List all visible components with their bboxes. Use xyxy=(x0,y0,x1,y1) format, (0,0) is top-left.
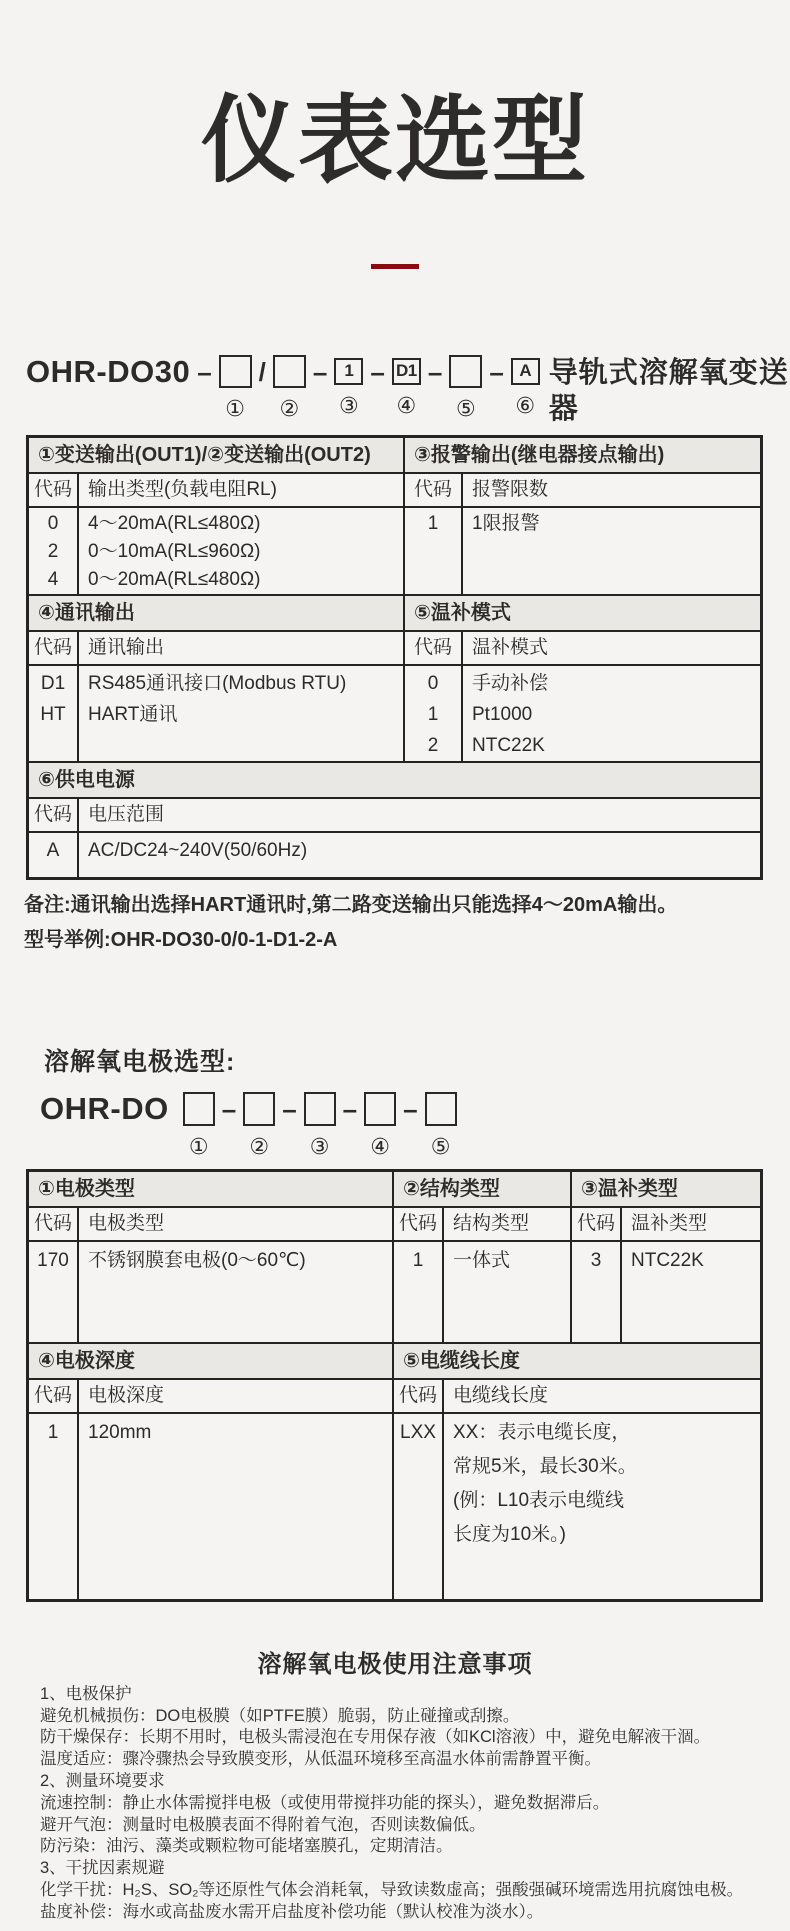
separator: – xyxy=(370,356,385,387)
section-temp-comp-mode xyxy=(403,596,760,761)
value-cell: RS485通讯接口(Modbus RTU) xyxy=(88,672,347,694)
section-comm xyxy=(29,596,403,761)
data-area xyxy=(29,1414,392,1599)
model-code-box xyxy=(364,1092,396,1126)
value-cell: 120mm xyxy=(88,1421,152,1443)
note-line: 1、电极保护 xyxy=(40,1684,132,1703)
section-header: ⑥供电电源 xyxy=(29,763,760,799)
model-code-box xyxy=(304,1092,336,1126)
electrode-selection-heading: 溶解氧电极选型: xyxy=(44,1047,236,1076)
section-temp-comp-type xyxy=(570,1172,760,1342)
value-cell: 0～20mA(RL≤480Ω) xyxy=(88,568,261,590)
separator: – xyxy=(403,1093,418,1124)
note-line: 盐度补偿：海水或高盐废水需开启盐度补偿功能（默认校准为淡水）。 xyxy=(40,1902,544,1921)
value-header-cell: 电极类型 xyxy=(88,1212,165,1234)
section-header: ②结构类型 xyxy=(394,1172,570,1208)
subheader-row xyxy=(29,799,760,833)
subheader-row xyxy=(29,1208,392,1242)
note-line: 防污染：油污、藻类或颗粒物可能堵塞膜孔，定期清洁。 xyxy=(40,1837,453,1856)
value-header-cell: 电压范围 xyxy=(88,803,165,825)
table-section-row-2 xyxy=(29,1344,760,1599)
code-cell: 1 xyxy=(427,512,439,534)
model-slot-1 xyxy=(183,1092,215,1159)
section-alarm xyxy=(403,438,760,594)
value-cell-line: XX：表示电缆长度， xyxy=(453,1421,631,1443)
model-slot-5 xyxy=(425,1092,457,1159)
section-header: ①变送输出(OUT1)/②变送输出(OUT2) xyxy=(29,438,403,474)
value-header-cell: 通讯输出 xyxy=(88,636,165,658)
code-cell: 1 xyxy=(427,703,439,725)
separator: – xyxy=(282,1093,297,1124)
value-cell: NTC22K xyxy=(472,734,545,756)
value-header-cell: 报警限数 xyxy=(472,478,549,500)
model-slot-4 xyxy=(392,355,421,418)
section-header: ④通讯输出 xyxy=(29,596,403,632)
value-cell: 一体式 xyxy=(453,1249,511,1271)
code-header-cell: 代码 xyxy=(572,1208,622,1240)
data-area xyxy=(405,508,760,594)
section-output xyxy=(29,438,403,594)
code-cell: 170 xyxy=(37,1249,69,1271)
circle-number: ③ xyxy=(339,392,359,418)
model-code-box xyxy=(273,355,306,388)
title-divider-dash xyxy=(371,264,419,269)
section-header: ③报警输出(继电器接点输出) xyxy=(405,438,760,474)
note-line: 3、干扰因素规避 xyxy=(40,1859,165,1878)
code-header-cell: 代码 xyxy=(394,1208,444,1240)
circle-number: ① xyxy=(225,395,246,421)
model-code-box xyxy=(243,1092,275,1126)
circle-number: ⑤ xyxy=(430,1133,451,1159)
code-cell: A xyxy=(46,839,60,861)
code-cell: 0 xyxy=(427,672,439,694)
circle-number: ⑥ xyxy=(515,392,536,418)
model-slot-3 xyxy=(304,1092,336,1159)
note-line: 防干燥保存：长期不用时，电极头需浸泡在专用保存液（如KCl溶液）中，避免电解液干涸。 xyxy=(40,1728,711,1747)
data-area xyxy=(394,1414,760,1599)
separator: – xyxy=(427,356,443,387)
data-area xyxy=(572,1242,760,1342)
data-area xyxy=(29,508,403,594)
code-cell: 2 xyxy=(427,734,439,756)
model-prefix: OHR-DO xyxy=(40,1090,169,1126)
model-code-box: 1 xyxy=(334,358,363,385)
value-header-cell: 电极深度 xyxy=(88,1384,165,1406)
subheader-row xyxy=(572,1208,760,1242)
value-header-cell: 结构类型 xyxy=(453,1212,530,1234)
code-cell: LXX xyxy=(400,1421,436,1443)
model-prefix: OHR-DO30 xyxy=(26,353,191,389)
circle-number: ② xyxy=(279,395,300,421)
subheader-row xyxy=(405,474,760,508)
note-line: 温度适应：骤冷骤热会导致膜变形，从低温环境移至高温水体前需静置平衡。 xyxy=(40,1750,601,1769)
value-header-cell: 温补类型 xyxy=(631,1212,708,1234)
value-cell-line: 常规5米，最长30米。 xyxy=(453,1455,637,1477)
model-code-box xyxy=(425,1092,457,1126)
model-slot-2 xyxy=(273,355,306,421)
model-slot-2 xyxy=(243,1092,275,1159)
value-cell: 4～20mA(RL≤480Ω) xyxy=(88,512,261,534)
remarks-block xyxy=(24,888,790,958)
circle-number: ④ xyxy=(396,392,417,418)
code-header-cell: 代码 xyxy=(405,632,463,664)
value-cell: 不锈钢膜套电极(0～60℃) xyxy=(88,1249,306,1271)
note-line: 化学干扰：H₂S、SO₂等还原性气体会消耗氧，导致读数虚高；强酸强碱环境需选用抗腐蚀电极。 xyxy=(40,1881,744,1900)
model-code-box: D1 xyxy=(392,358,421,385)
note-line: 2、测量环境要求 xyxy=(40,1772,165,1791)
value-cell-line: (例：L10表示电缆线 xyxy=(453,1489,625,1511)
value-cell: HART通讯 xyxy=(88,703,178,725)
table-section-row-1 xyxy=(29,438,760,596)
data-area xyxy=(29,833,760,877)
code-header-cell: 代码 xyxy=(29,1208,79,1240)
code-cell: D1 xyxy=(40,672,66,694)
circle-number: ② xyxy=(249,1133,270,1159)
table-section-row-3 xyxy=(29,763,760,877)
page-title: 仪表选型 xyxy=(200,88,589,194)
model-code-box xyxy=(449,355,482,388)
transmitter-model-formula xyxy=(26,355,790,427)
value-cell: 手动补偿 xyxy=(472,672,549,694)
data-area xyxy=(29,1242,392,1342)
separator: / xyxy=(258,356,266,387)
electrode-selection-table xyxy=(26,1169,763,1602)
code-header-cell: 代码 xyxy=(405,474,463,506)
circle-number: ④ xyxy=(370,1133,390,1159)
separator: – xyxy=(312,356,328,387)
code-header-cell: 代码 xyxy=(29,632,79,664)
code-cell: 3 xyxy=(590,1249,602,1271)
code-cell: 0 xyxy=(47,512,59,534)
value-cell: NTC22K xyxy=(631,1249,704,1271)
data-area xyxy=(394,1242,570,1342)
value-cell: 0～10mA(RL≤960Ω) xyxy=(88,540,261,562)
subheader-row xyxy=(394,1208,570,1242)
circle-number: ① xyxy=(188,1133,209,1159)
remark-line: 备注:通讯输出选择HART通讯时,第二路变送输出只能选择4～20mA输出。 xyxy=(24,893,678,916)
subheader-row xyxy=(29,632,403,666)
code-header-cell: 代码 xyxy=(29,1380,79,1412)
data-area xyxy=(405,666,760,761)
section-cable-length xyxy=(392,1344,760,1599)
section-header: ①电极类型 xyxy=(29,1172,392,1208)
model-code-box: A xyxy=(511,358,540,385)
section-electrode-depth xyxy=(29,1344,392,1599)
subheader-row xyxy=(29,474,403,508)
note-line: 避开气泡：测量时电极膜表面不得附着气泡，否则读数偏低。 xyxy=(40,1815,486,1834)
code-cell: 2 xyxy=(47,540,59,562)
section-power xyxy=(29,763,760,877)
usage-notes-block xyxy=(40,1684,790,1924)
code-cell: HT xyxy=(40,703,66,725)
table-section-row-2 xyxy=(29,596,760,763)
circle-number: ⑤ xyxy=(455,395,476,421)
separator: – xyxy=(197,356,212,387)
code-cell: 1 xyxy=(47,1421,59,1443)
usage-notes-title: 溶解氧电极使用注意事项 xyxy=(257,1650,533,1678)
code-header-cell: 代码 xyxy=(394,1380,444,1412)
value-header-cell: 温补模式 xyxy=(472,636,549,658)
section-structure-type xyxy=(392,1172,570,1342)
model-slot-1 xyxy=(219,355,252,421)
model-code-box xyxy=(183,1092,215,1126)
subheader-row xyxy=(405,632,760,666)
electrode-model-formula xyxy=(40,1092,790,1159)
model-suffix-product-name: 导轨式溶解氧变送器 xyxy=(548,356,789,425)
data-area xyxy=(29,666,403,761)
subheader-row xyxy=(394,1380,760,1414)
code-cell: 1 xyxy=(412,1249,424,1271)
model-slot-6 xyxy=(511,355,540,418)
section-electrode-type xyxy=(29,1172,392,1342)
note-line: 流速控制：静止水体需搅拌电极（或使用带搅拌功能的探头），避免数据滞后。 xyxy=(40,1793,610,1812)
transmitter-selection-table xyxy=(26,435,763,880)
circle-number: ③ xyxy=(309,1133,330,1159)
section-header: ④电极深度 xyxy=(29,1344,392,1380)
note-line: 避免机械损伤：DO电极膜（如PTFE膜）脆弱，防止碰撞或刮擦。 xyxy=(40,1706,520,1725)
table-section-row-1 xyxy=(29,1172,760,1344)
value-header-cell: 输出类型(负载电阻RL) xyxy=(88,478,277,500)
code-cell: 4 xyxy=(47,568,59,590)
subheader-row xyxy=(29,1380,392,1414)
model-slot-5 xyxy=(449,355,482,421)
section-header: ⑤电缆线长度 xyxy=(394,1344,760,1380)
separator: – xyxy=(221,1093,237,1124)
model-slot-3 xyxy=(334,355,363,418)
value-cell-line: 长度为10米。) xyxy=(453,1523,566,1545)
model-code-box xyxy=(219,355,252,388)
value-header-cell: 电缆线长度 xyxy=(453,1384,549,1406)
separator: – xyxy=(489,356,504,387)
model-example-line: 型号举例:OHR-DO30-0/0-1-D1-2-A xyxy=(24,928,338,951)
code-header-cell: 代码 xyxy=(29,474,79,506)
value-cell: AC/DC24~240V(50/60Hz) xyxy=(88,839,308,861)
model-slot-4 xyxy=(364,1092,396,1159)
section-header: ⑤温补模式 xyxy=(405,596,760,632)
value-cell: 1限报警 xyxy=(472,512,540,534)
separator: – xyxy=(342,1093,358,1124)
value-cell: Pt1000 xyxy=(472,703,533,725)
code-header-cell: 代码 xyxy=(29,799,79,831)
section-header: ③温补类型 xyxy=(572,1172,760,1208)
